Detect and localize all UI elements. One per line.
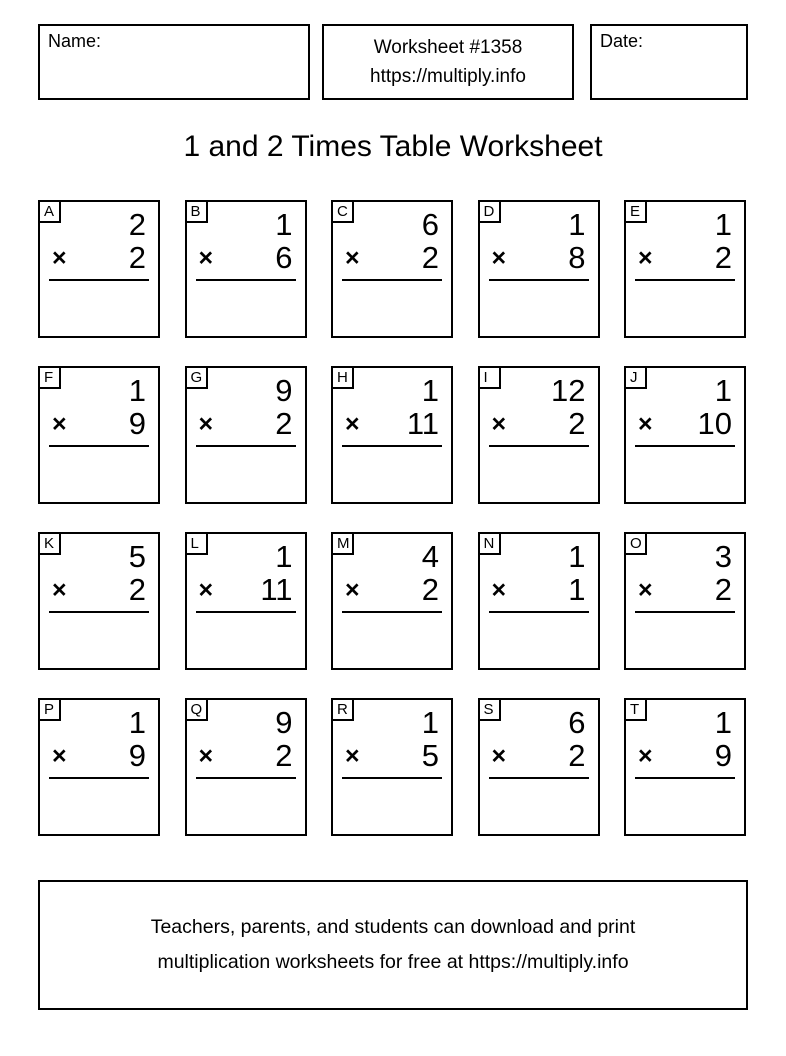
- multiplicand: 1: [568, 539, 586, 574]
- problem-letter-badge: J: [626, 368, 647, 389]
- answer-space: [187, 281, 305, 336]
- multiplier: 2: [128, 572, 146, 607]
- multiplier: 10: [697, 406, 732, 441]
- page-title: 1 and 2 Times Table Worksheet: [183, 130, 603, 163]
- multiplier: 2: [568, 406, 586, 441]
- problem-letter-badge: A: [40, 202, 61, 223]
- answer-space: [333, 447, 451, 502]
- site-url: https://multiply.info: [370, 66, 526, 87]
- multiplicand: 9: [275, 373, 293, 408]
- multiplication-sign-icon: ×: [491, 742, 507, 770]
- multiplicand: 1: [568, 207, 586, 242]
- worksheet-number: Worksheet #1358: [373, 37, 523, 58]
- multiplicand: 5: [128, 539, 146, 574]
- multiplication-sign-icon: ×: [491, 576, 507, 604]
- multiplier-row: [333, 740, 451, 772]
- multiplicand: 1: [128, 705, 146, 740]
- multiplicand: 9: [275, 705, 293, 740]
- multiplicand: 1: [421, 373, 439, 408]
- answer-space: [480, 613, 598, 668]
- answer-space: [626, 281, 744, 336]
- problem-letter-badge: E: [626, 202, 647, 223]
- multiplication-sign-icon: ×: [345, 410, 360, 438]
- multiplier: 2: [714, 572, 732, 607]
- multiplication-sign-icon: ×: [638, 410, 653, 438]
- multiplier-row: [626, 242, 744, 274]
- multiplier: 2: [568, 738, 586, 773]
- problem-card: [185, 532, 307, 670]
- multiplier-row: [187, 574, 305, 606]
- multiplier: 11: [260, 572, 293, 607]
- problem-letter-badge: C: [333, 202, 354, 223]
- multiplier: 2: [714, 240, 732, 275]
- multiplier-row: [333, 242, 451, 274]
- name-box: [38, 24, 310, 100]
- multiplicand: 1: [714, 705, 732, 740]
- date-label: Date:: [600, 31, 644, 51]
- problem-card: [624, 532, 746, 670]
- problem-letter-badge: H: [333, 368, 354, 389]
- footer-box: [38, 880, 748, 1010]
- multiplier-row: [480, 740, 598, 772]
- multiplicand: 1: [275, 207, 293, 242]
- multiplicand: 1: [714, 373, 732, 408]
- problem-card: [624, 200, 746, 338]
- problem-card: [38, 698, 160, 836]
- multiplication-sign-icon: ×: [198, 244, 214, 272]
- multiplicand: 1: [421, 705, 439, 740]
- date-box: [590, 24, 748, 100]
- problem-card: [331, 698, 453, 836]
- problems-grid: [38, 200, 746, 836]
- multiplication-sign-icon: ×: [198, 742, 214, 770]
- multiplication-sign-icon: ×: [638, 576, 653, 604]
- multiplier: 2: [128, 240, 146, 275]
- answer-space: [187, 613, 305, 668]
- multiplier-row: [626, 740, 744, 772]
- worksheet-info-box: [322, 24, 574, 100]
- footer-line-2: multiplication worksheets for free at https://multiply.info: [157, 951, 629, 973]
- multiplicand: 12: [551, 373, 586, 408]
- multiplier-row: [187, 408, 305, 440]
- problem-letter-badge: D: [480, 202, 501, 223]
- multiplier-row: [333, 408, 451, 440]
- problem-card: [185, 698, 307, 836]
- problem-letter-badge: N: [480, 534, 501, 555]
- footer-line-1: Teachers, parents, and students can download and print: [150, 916, 636, 938]
- problem-card: [38, 532, 160, 670]
- problem-letter-badge: K: [40, 534, 61, 555]
- multiplication-sign-icon: ×: [52, 410, 67, 438]
- multiplication-sign-icon: ×: [345, 576, 360, 604]
- multiplicand: 1: [275, 539, 293, 574]
- problem-card: [331, 200, 453, 338]
- multiplication-sign-icon: ×: [52, 576, 67, 604]
- answer-space: [40, 447, 158, 502]
- multiplier: 2: [421, 240, 439, 275]
- multiplier: 5: [421, 738, 439, 773]
- multiplier: 6: [275, 240, 293, 275]
- problem-card: [185, 366, 307, 504]
- multiplier-row: [40, 574, 158, 606]
- multiplier-row: [40, 242, 158, 274]
- multiplier-row: [626, 408, 744, 440]
- multiplier: 2: [275, 738, 293, 773]
- multiplier-row: [40, 408, 158, 440]
- problem-letter-badge: O: [626, 534, 647, 555]
- answer-space: [480, 281, 598, 336]
- answer-space: [480, 779, 598, 834]
- answer-space: [480, 447, 598, 502]
- problem-letter-badge: G: [187, 368, 208, 389]
- answer-space: [40, 281, 158, 336]
- multiplier-row: [480, 242, 598, 274]
- multiplier-row: [40, 740, 158, 772]
- multiplier-row: [480, 574, 598, 606]
- multiplicand: 6: [421, 207, 439, 242]
- multiplication-sign-icon: ×: [491, 244, 507, 272]
- multiplicand: 2: [128, 207, 146, 242]
- problem-card: [185, 200, 307, 338]
- answer-space: [626, 447, 744, 502]
- problem-letter-badge: F: [40, 368, 61, 389]
- multiplicand: 1: [714, 207, 732, 242]
- multiplier-row: [333, 574, 451, 606]
- problem-card: [331, 532, 453, 670]
- answer-space: [333, 779, 451, 834]
- answer-space: [333, 281, 451, 336]
- multiplication-sign-icon: ×: [491, 410, 507, 438]
- multiplier: 2: [421, 572, 439, 607]
- problem-card: [478, 366, 600, 504]
- multiplicand: 3: [714, 539, 732, 574]
- problem-letter-badge: Q: [187, 700, 208, 721]
- multiplication-sign-icon: ×: [638, 244, 653, 272]
- multiplication-sign-icon: ×: [52, 244, 67, 272]
- problem-letter-badge: P: [40, 700, 61, 721]
- problem-letter-badge: L: [187, 534, 208, 555]
- answer-space: [187, 447, 305, 502]
- answer-space: [187, 779, 305, 834]
- problem-card: [331, 366, 453, 504]
- multiplier: 9: [128, 738, 146, 773]
- multiplication-sign-icon: ×: [198, 410, 214, 438]
- name-label: Name:: [48, 31, 102, 51]
- problem-card: [624, 698, 746, 836]
- multiplier-row: [187, 740, 305, 772]
- answer-space: [40, 779, 158, 834]
- multiplier: 11: [406, 406, 439, 441]
- multiplicand: 1: [128, 373, 146, 408]
- multiplication-sign-icon: ×: [52, 742, 67, 770]
- problem-card: [624, 366, 746, 504]
- problem-card: [478, 200, 600, 338]
- multiplier: 9: [128, 406, 146, 441]
- multiplier: 2: [275, 406, 293, 441]
- problem-card: [478, 532, 600, 670]
- multiplier: 1: [568, 572, 586, 607]
- multiplier: 8: [568, 240, 586, 275]
- problem-letter-badge: I: [480, 368, 501, 389]
- answer-space: [333, 613, 451, 668]
- problem-letter-badge: R: [333, 700, 354, 721]
- multiplication-sign-icon: ×: [345, 244, 360, 272]
- answer-space: [626, 613, 744, 668]
- multiplication-sign-icon: ×: [345, 742, 360, 770]
- answer-space: [626, 779, 744, 834]
- multiplier-row: [626, 574, 744, 606]
- multiplicand: 4: [421, 539, 439, 574]
- problem-letter-badge: B: [187, 202, 208, 223]
- multiplier-row: [480, 408, 598, 440]
- multiplier-row: [187, 242, 305, 274]
- multiplicand: 6: [568, 705, 586, 740]
- multiplication-sign-icon: ×: [638, 742, 653, 770]
- problem-card: [478, 698, 600, 836]
- problem-letter-badge: M: [333, 534, 354, 555]
- answer-space: [40, 613, 158, 668]
- multiplication-sign-icon: ×: [198, 576, 214, 604]
- problem-letter-badge: S: [480, 700, 501, 721]
- problem-card: [38, 366, 160, 504]
- multiplier: 9: [714, 738, 732, 773]
- problem-letter-badge: T: [626, 700, 647, 721]
- problem-card: [38, 200, 160, 338]
